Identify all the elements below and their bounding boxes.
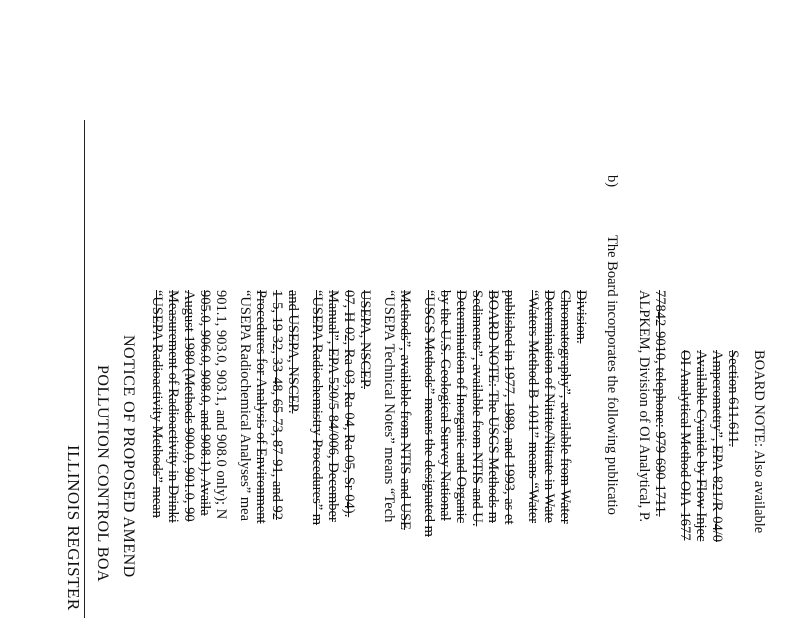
waters-line-1: “Waters Method B-1011” means “Water: [525, 290, 541, 524]
usepa-radiochemistry-line-1: “USEPA Radiochemistry Procedures” m: [309, 290, 325, 526]
oi-method-line-3: Amperometry”, EPA-821/R-04/0: [709, 350, 725, 542]
usepa-radioactivity-line-3: August 1980 (Methods 900.0, 901.0, 90: [181, 290, 197, 522]
usgs-line-4: Sediments”, available from NTIS and U.: [469, 290, 485, 527]
usepa-technical-line-1: “USEPA Technical Notes” means “Tech: [381, 290, 397, 523]
usepa-radiochemistry-line-4: USEPA, NSCEP.: [357, 290, 373, 389]
usgs-line-5: BOARD NOTE: The USGS Methods m: [485, 290, 501, 523]
alpkem-line-1: ALPKEM, Division of OI Analytical, P.: [636, 290, 652, 522]
usgs-line-3: Determination of Inorganic and Organic: [453, 290, 469, 523]
usepa-radiochemistry-line-3: 07, H-02, Ra-03, Ra-04, Ra-05, Sr-04).: [341, 290, 357, 518]
usgs-line-2: by the U.S. Geological Survey National: [437, 290, 453, 521]
usepa-technical-line-2: Methods”, available from NTIS and USE: [397, 290, 413, 531]
usepa-radioactivity-line-5: 901.1, 903.0, 903.1, and 908.0 only); N: [213, 290, 229, 520]
subsection-text: The Board incorporates the following publicatio: [604, 235, 620, 515]
oi-method-line-4: Section 611.611.: [725, 350, 741, 447]
usepa-radiochemical-line-2: Procedures for Analysis of Environment: [253, 290, 269, 524]
usepa-radioactivity-line-4: 905.0, 906.0, 908.0, and 908.1). Availa: [197, 290, 213, 516]
notice-title: NOTICE OF PROPOSED AMEND: [120, 335, 137, 578]
header-rule: [84, 120, 85, 618]
usepa-radiochemistry-line-2: Manual”, EPA 520/5-84/006, December: [325, 290, 341, 522]
waters-line-3: Chromatography”, available from Water: [557, 290, 573, 524]
usepa-radioactivity-line-2: Measurement of Radioactivity in Drinki: [165, 290, 181, 523]
subsection-label: b): [604, 175, 620, 188]
usgs-line-1: “USGS Methods” means the designated m: [421, 290, 437, 537]
usepa-radiochemical-line-3: 1-5, 19-32, 33-48, 65-73, 87-91, and 92: [269, 290, 285, 520]
alpkem-line-2: 77842-9010, telephone: 979-690-1711.: [652, 290, 668, 517]
oi-method-line-2: Available Cyanide by Flow Injec: [693, 350, 709, 542]
board-title: POLLUTION CONTROL BOA: [94, 365, 111, 583]
usgs-line-6: published in 1977, 1989, and 1993, as et: [501, 290, 517, 525]
register-title: ILLINOIS REGISTER: [64, 445, 83, 611]
waters-line-2: Determination of Nitrite/Nitrate in Wate: [541, 290, 557, 523]
board-note-end: BOARD NOTE: Also available: [751, 350, 767, 534]
waters-line-4: Division.: [573, 290, 589, 344]
usepa-radioactivity-line-1: “USEPA Radioactivity Methods” mean: [149, 290, 165, 518]
usepa-radiochemical-line-1: “USEPA Radiochemical Analyses” mea: [237, 290, 253, 522]
oi-method-line-1: OI Analytical Method OIA-1677: [677, 350, 693, 541]
usepa-radiochemical-line-4: and USEPA, NSCEP.: [285, 290, 301, 414]
